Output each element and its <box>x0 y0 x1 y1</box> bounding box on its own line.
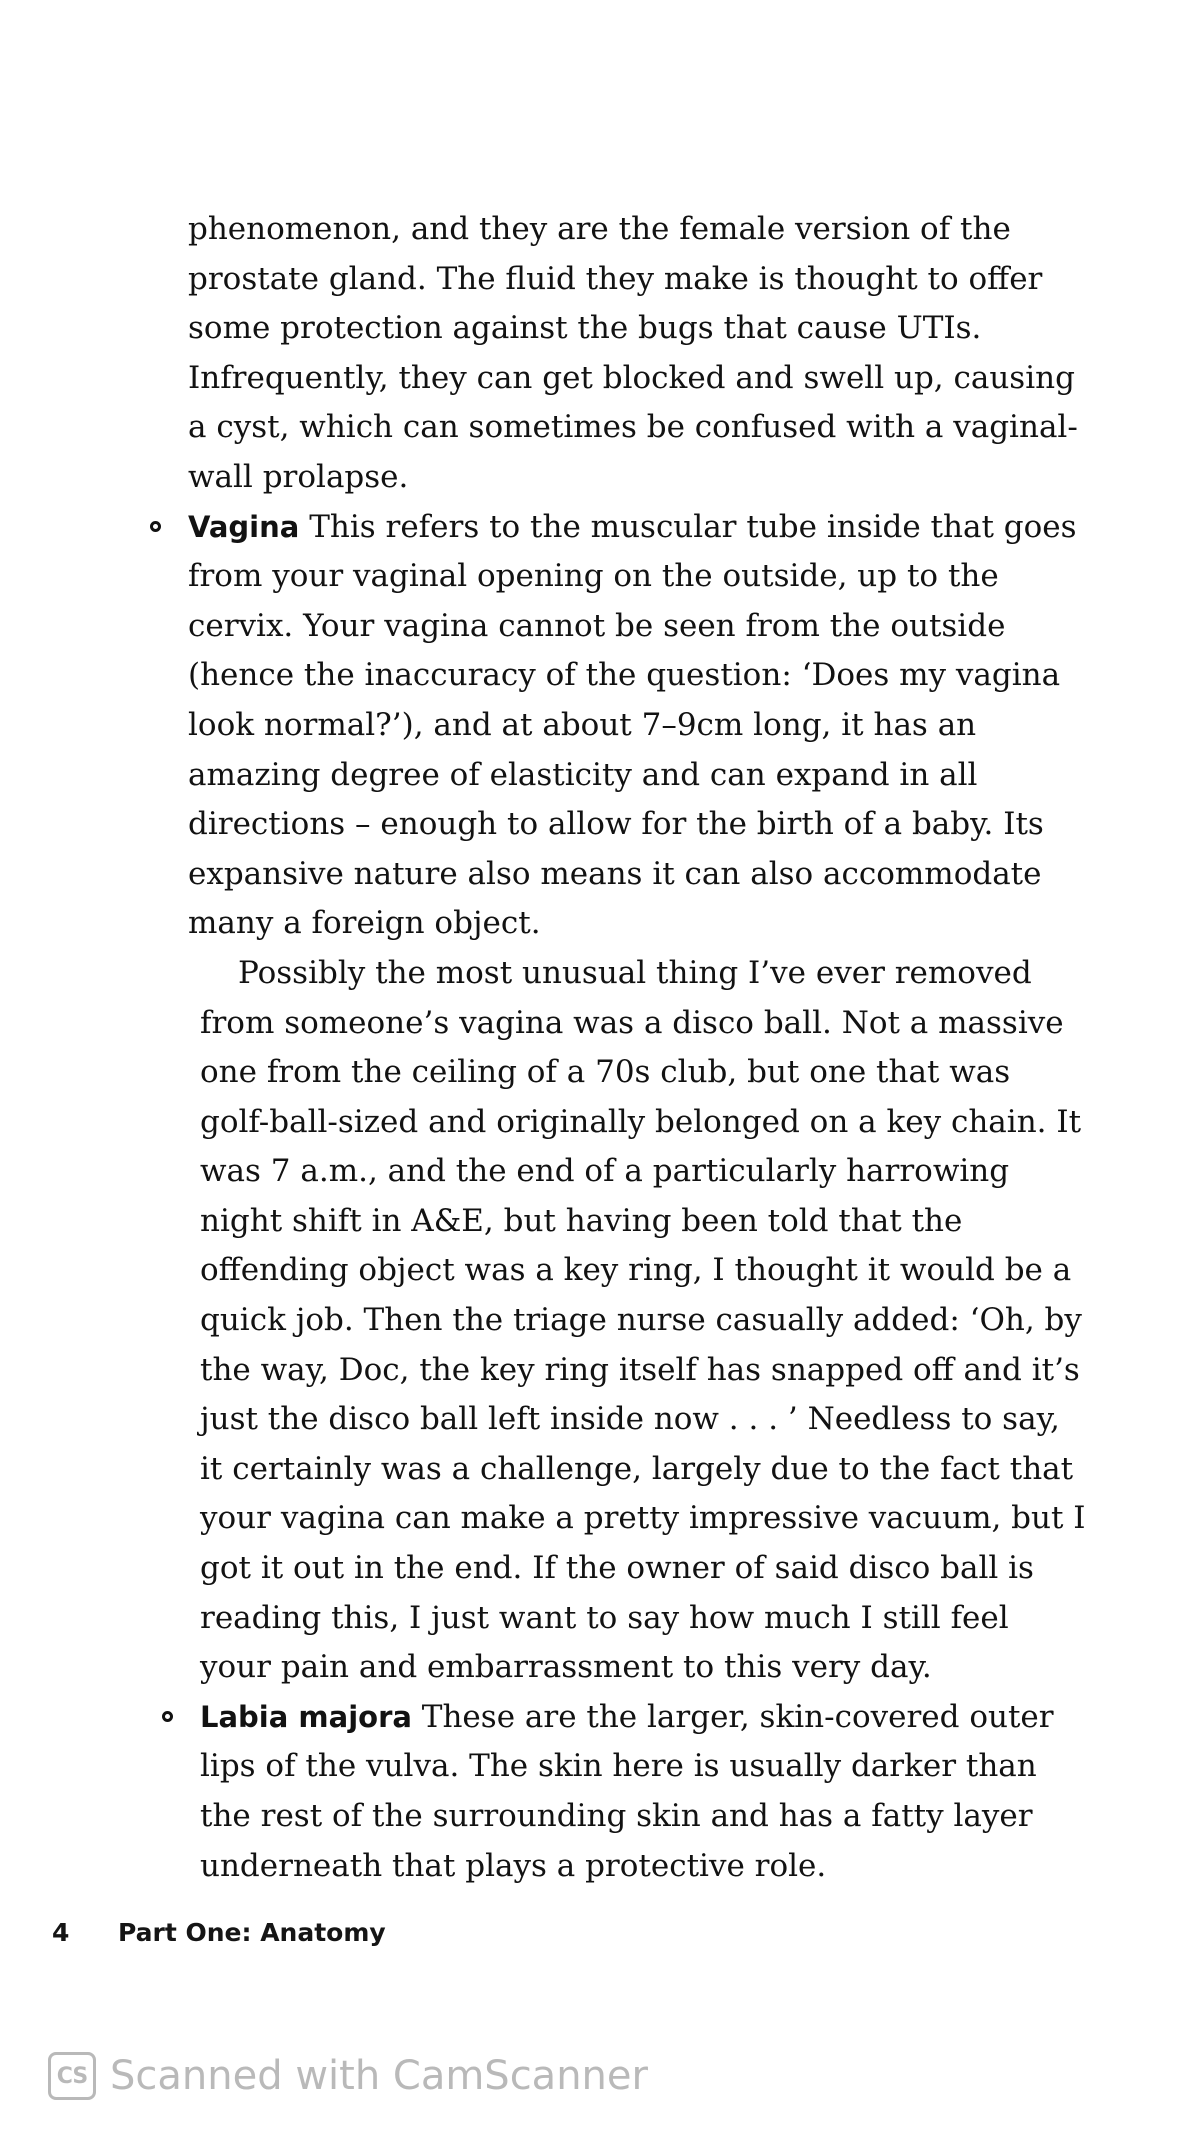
camscanner-watermark <box>48 2050 648 2102</box>
term-vagina: Vagina <box>188 509 300 544</box>
term-labia-majora: Labia majora <box>200 1699 412 1734</box>
definition-vagina: This refers to the muscular tube inside that goes from your vaginal opening on the outside, up to the cervix. Your vagina cannot be seen from the outside (hence the inaccuracy of the question: ‘Does my vagina look normal?’), and at about 7–9cm long, it has an amazing degree of elasticity and can expand in all directions – enough to allow for the birth of a baby. Its expansive nature also means it can also accommodate many a foreign object. <box>188 508 1077 942</box>
bullet-icon <box>162 1711 173 1722</box>
page-number: 4 <box>52 1918 70 1947</box>
continuation-paragraph: phenomenon, and they are the female version of the prostate gland. The fluid they make is thought to offer some protection against the bugs that cause UTIs. Infrequently, they can get blocked and swell up, causing a cyst, which can sometimes be confused with a vaginal-wall prolapse. <box>188 211 1078 495</box>
page-footer <box>52 1918 386 1947</box>
camscanner-logo-icon: CS <box>48 2052 96 2100</box>
watermark-text: Scanned with CamScanner <box>110 2053 648 2099</box>
body-text <box>188 205 1088 1891</box>
anecdote-paragraph: Possibly the most unusual thing I’ve ever removed from someone’s vagina was a disco ball. Not a massive one from the ceiling of a 70s club, but one that was golf-ball-sized and originally belonged on a key chain. It was 7 a.m., and the end of a particularly harrowing night shift in A&E, but having been told that the offending object was a key ring, I thought it would be a quick job. Then the triage nurse casually added: ‘Oh, by the way, Doc, the key ring itself has snapped off and it’s just the disco ball left inside now . . . ’ Needless to say, it certainly was a challenge, largely due to the fact that your vagina can make a pretty impressive vacuum, but I got it out in the end. If the owner of said disco ball is reading this, I just want to say how much I still feel your pain and embarrassment to this very day. <box>200 954 1086 1686</box>
definition-labia-majora: These are the larger, skin-covered outer lips of the vulva. The skin here is usually darker than the rest of the surrounding skin and has a fatty layer underneath that plays a protective role. <box>200 1698 1054 1884</box>
bullet-icon <box>150 521 161 532</box>
running-footer-section: Part One: Anatomy <box>118 1918 386 1947</box>
list-item-vagina <box>188 503 1088 1693</box>
list-item-labia-majora <box>188 1693 1088 1891</box>
